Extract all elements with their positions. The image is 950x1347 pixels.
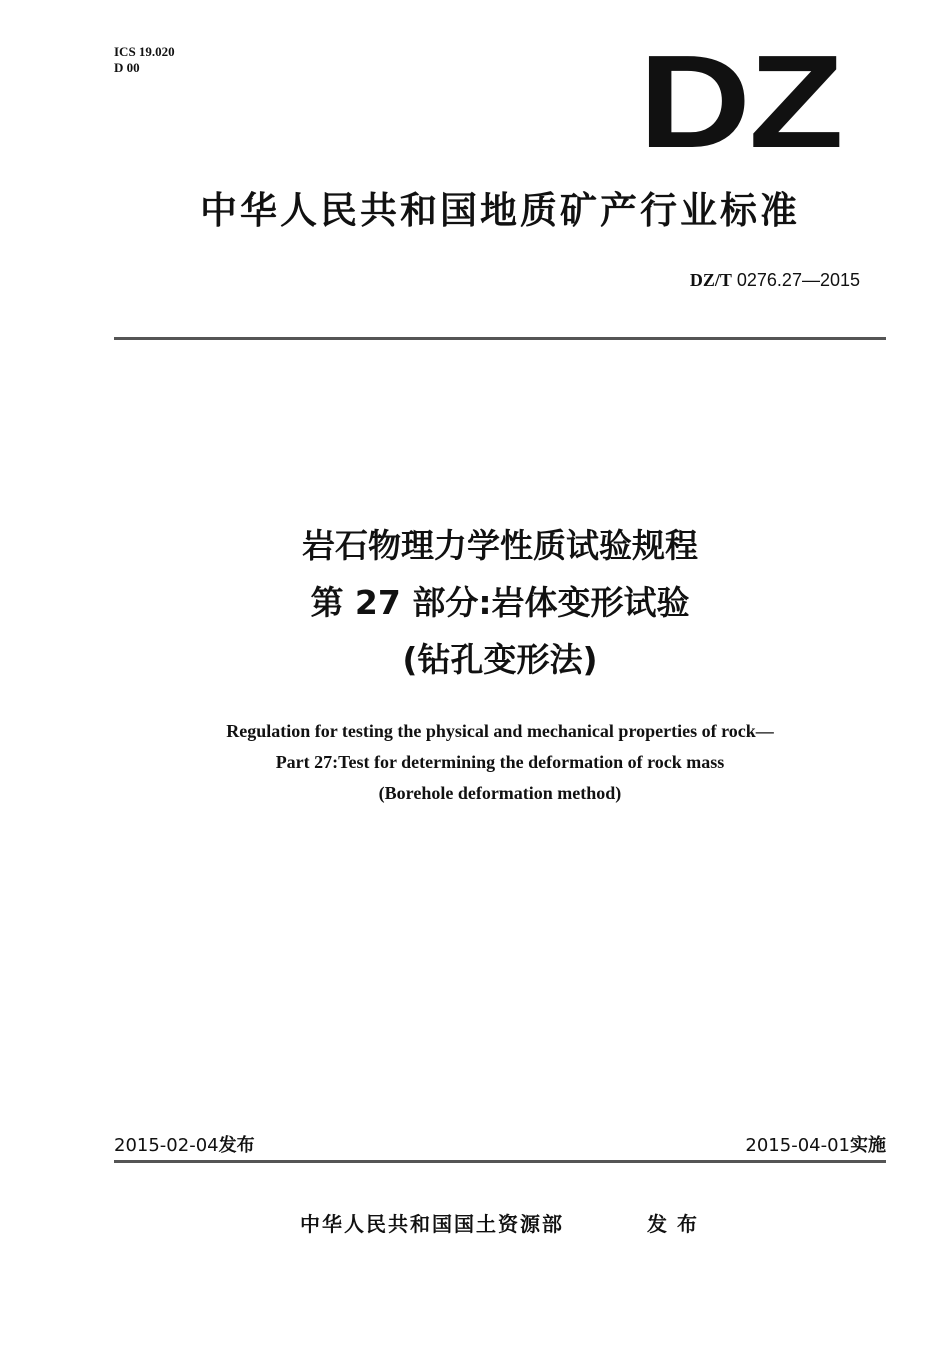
chinese-title-line-1: 岩石物理力学性质试验规程 — [302, 526, 698, 565]
english-title-block — [114, 716, 886, 809]
chinese-title-block — [114, 517, 886, 688]
bottom-divider — [114, 1160, 886, 1163]
english-title-line-3: (Borehole deformation method) — [378, 783, 622, 803]
implement-label: 实施 — [850, 1135, 886, 1156]
industry-standard-title: 中华人民共和国地质矿产行业标准 — [200, 189, 800, 232]
english-title-line-1: Regulation for testing the physical and mechanical properties of rock— — [226, 721, 774, 741]
publish-label: 发布 — [647, 1212, 707, 1236]
standard-code: 0276.27—2015 — [731, 270, 860, 290]
publisher-name: 中华人民共和国国土资源部 — [300, 1212, 564, 1236]
issue-date: 2015-02-04 — [114, 1135, 219, 1156]
english-title-line-2: Part 27:Test for determining the deformation of rock mass — [275, 752, 725, 772]
implement-date-block — [745, 1131, 886, 1157]
chinese-title-line-2: 第 27 部分:岩体变形试验 — [310, 583, 690, 622]
classification-codes — [114, 44, 175, 76]
implement-date: 2015-04-01 — [745, 1135, 850, 1156]
standard-prefix: DZ/T — [689, 270, 732, 290]
ics-code: ICS 19.020 — [114, 44, 175, 59]
issue-date-block — [114, 1131, 255, 1157]
standard-number — [690, 270, 860, 291]
issue-label: 发布 — [218, 1135, 255, 1156]
chinese-title-line-3: (钻孔变形法) — [402, 640, 598, 679]
ccs-code: D 00 — [114, 60, 140, 75]
top-divider — [114, 337, 886, 340]
dz-logo: DZ — [638, 28, 842, 175]
